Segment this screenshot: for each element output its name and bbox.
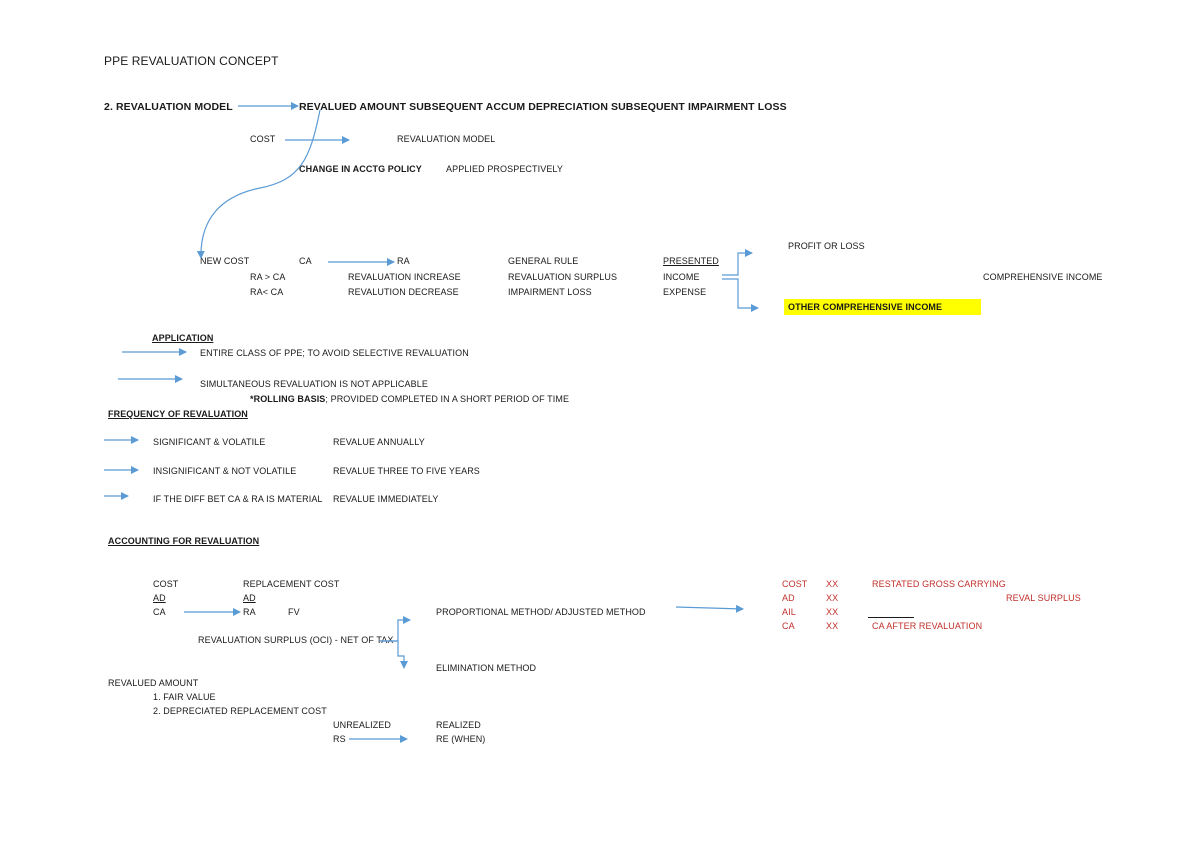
replacement-cost-label: REPLACEMENT COST [243,579,340,589]
acct-ad-label: AD [153,593,166,603]
journal-col-a: COST [782,579,808,589]
rule-row-cond: RA< CA [250,287,284,297]
re-label: RE (WHEN) [436,734,486,744]
application-item: ENTIRE CLASS OF PPE; TO AVOID SELECTIVE REVALUATION [200,348,469,358]
application-item: SIMULTANEOUS REVALUATION IS NOT APPLICABLE [200,379,428,389]
branch-arrow-up [722,253,752,275]
rule-row-result: REVALUATION SURPLUS [508,272,618,282]
frequency-action: REVALUE IMMEDIATELY [333,494,439,504]
proportional-method-label: PROPORTIONAL METHOD/ ADJUSTED METHOD [436,607,646,617]
surplus-oci-label: REVALUATION SURPLUS (OCI) - NET OF TAX [198,635,394,645]
rule-row-presented: EXPENSE [663,287,707,297]
unrealized-label: UNREALIZED [333,720,392,730]
presented-label: PRESENTED [663,256,719,266]
journal-col-b: XX [826,607,839,617]
acct-cost-label: COST [153,579,179,589]
new-cost-label: NEW COST [200,256,250,266]
ca-label: CA [299,256,312,266]
change-policy-label: CHANGE IN ACCTG POLICY [299,164,422,174]
revalued-item: 2. DEPRECIATED REPLACEMENT COST [153,706,327,716]
rolling-basis-line [250,394,569,404]
revalued-item: 1. FAIR VALUE [153,692,216,702]
curved-arrow [201,110,320,258]
comprehensive-income-label: COMPREHENSIVE INCOME [983,272,1103,282]
rule-row-effect: REVALUATION INCREASE [348,272,461,282]
frequency-heading: FREQUENCY OF REVALUATION [108,409,248,419]
branch-arrow-down [722,279,758,308]
rolling-basis-text: ; PROVIDED COMPLETED IN A SHORT PERIOD OF TIME [325,394,570,404]
revalued-amount-line: REVALUED AMOUNT SUBSEQUENT ACCUM DEPRECIATION SUBSEQUENT IMPAIRMENT LOSS [299,101,787,113]
acct-fv-label: FV [288,607,300,617]
rule-row-effect: REVALUTION DECREASE [348,287,459,297]
page-title: PPE REVALUATION CONCEPT [104,54,279,68]
journal-col-c: CA AFTER REVALUATION [872,621,983,631]
journal-col-b: XX [826,621,839,631]
total-rule-line [868,617,914,618]
cost-label: COST [250,134,276,144]
general-rule-label: GENERAL RULE [508,256,579,266]
arrow [676,607,743,609]
realized-label: REALIZED [436,720,481,730]
journal-col-b: XX [826,593,839,603]
journal-col-b: XX [826,579,839,589]
oci-label: OTHER COMPREHENSIVE INCOME [788,302,943,312]
frequency-cond: SIGNIFICANT & VOLATILE [153,437,266,447]
revaluation-model-label: REVALUATION MODEL [397,134,496,144]
acct-ra-label: RA [243,607,256,617]
accounting-heading: ACCOUNTING FOR REVALUATION [108,536,260,546]
journal-col-c: RESTATED GROSS CARRYING [872,579,1006,589]
rule-row-presented: INCOME [663,272,700,282]
acct-ad-label-2: AD [243,593,256,603]
reval-surplus-label: REVAL SURPLUS [1006,593,1081,603]
journal-col-a: CA [782,621,795,631]
frequency-cond: IF THE DIFF BET CA & RA IS MATERIAL [153,494,323,504]
frequency-cond: INSIGNIFICANT & NOT VOLATILE [153,466,297,476]
revalued-amount-heading: REVALUED AMOUNT [108,678,199,688]
elimination-method-label: ELIMINATION METHOD [436,663,537,673]
profit-or-loss-label: PROFIT OR LOSS [788,241,865,251]
branch-arrow-down [380,641,404,668]
acct-ca-label: CA [153,607,166,617]
rs-label: RS [333,734,346,744]
rule-row-result: IMPAIRMENT LOSS [508,287,592,297]
frequency-action: REVALUE THREE TO FIVE YEARS [333,466,480,476]
rolling-basis-label: *ROLLING BASIS [250,394,326,404]
ra-label: RA [397,256,410,266]
revaluation-model-heading: 2. REVALUATION MODEL [104,101,233,113]
frequency-action: REVALUE ANNUALLY [333,437,425,447]
rule-row-cond: RA > CA [250,272,286,282]
journal-col-a: AIL [782,607,796,617]
journal-col-a: AD [782,593,795,603]
applied-prospectively-label: APPLIED PROSPECTIVELY [446,164,563,174]
application-heading: APPLICATION [152,333,214,343]
